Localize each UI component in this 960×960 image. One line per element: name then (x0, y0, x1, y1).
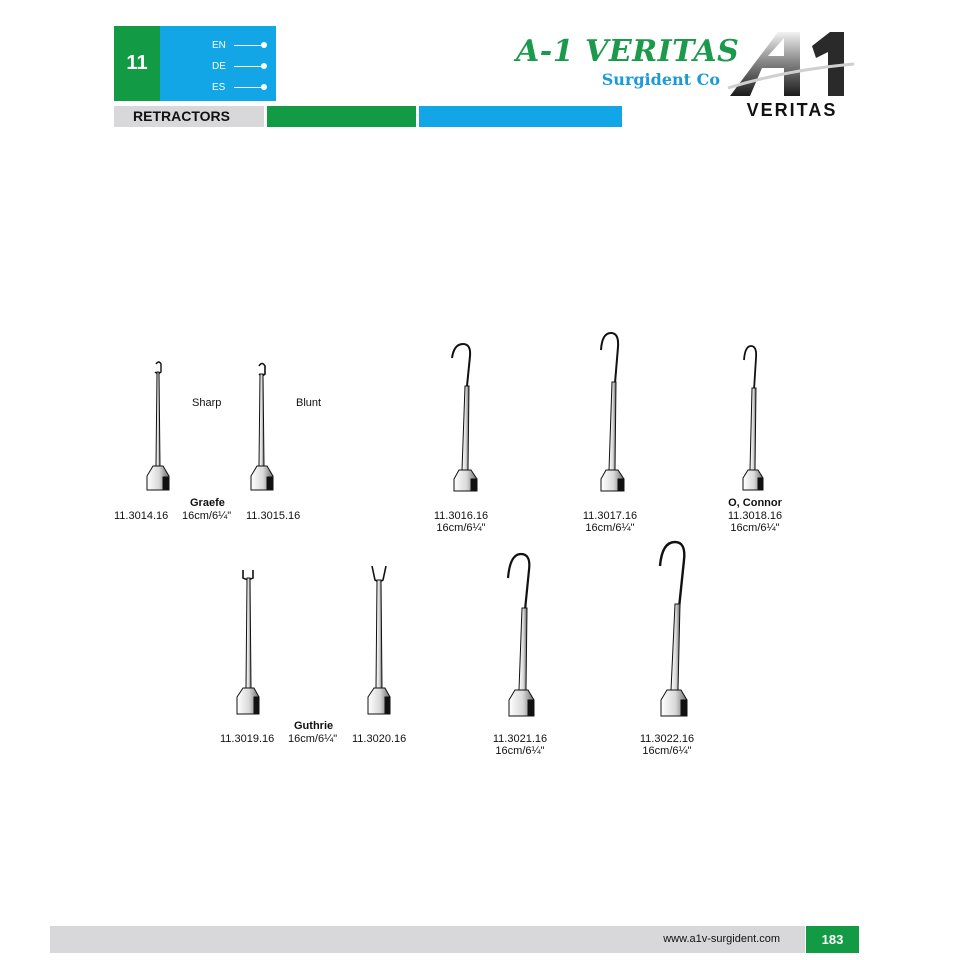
footer-bar (50, 926, 805, 953)
graefe-sharp-label: Sharp (192, 397, 222, 409)
retractor-11-3015-16-image (251, 364, 273, 491)
retractor-11-3016-16-image (452, 344, 477, 491)
retractor-11-3017-16-image (601, 333, 624, 491)
website-link[interactable]: www.a1v-surgident.com (663, 933, 780, 945)
language-code: DE (212, 60, 226, 72)
brand-name: A-1 VERITAS (516, 34, 740, 69)
language-code: EN (212, 39, 226, 51)
graefe-name: Graefe (190, 497, 225, 509)
guthrie-right-code: 11.3020.16 (352, 733, 407, 745)
retractor-11-3018-16-image (743, 346, 763, 490)
oconnor-code: 11.3018.16 (727, 510, 783, 522)
oconnor-name: O, Connor (728, 497, 782, 509)
section-title: RETRACTORS (114, 106, 264, 127)
item-3017-size: 16cm/6¼" (585, 522, 635, 534)
retractor-11-3019-16-image (237, 570, 259, 714)
language-code: ES (212, 81, 226, 93)
chapter-number: 11 (114, 26, 160, 101)
retractor-11-3021-16-image (508, 554, 534, 716)
page-number: 183 (806, 926, 859, 953)
graefe-blunt-label: Blunt (296, 397, 322, 409)
brand-subtitle: Surgident Co (601, 70, 720, 89)
item-3016-size: 16cm/6¼" (436, 522, 486, 534)
item-3021-code: 11.3021.16 (492, 733, 548, 745)
retractor-11-3022-16-image (660, 542, 687, 716)
retractor-11-3020-16-image (368, 566, 390, 714)
item-3022-size: 16cm/6¼" (642, 745, 692, 757)
oconnor-size: 16cm/6¼" (730, 522, 780, 534)
item-3022-code: 11.3022.16 (639, 733, 695, 745)
graefe-sharp-code: 11.3014.16 (114, 510, 169, 522)
retractor-11-3014-16-image (147, 362, 169, 490)
graefe-size: 16cm/6¼" (182, 510, 232, 522)
item-3021-size: 16cm/6¼" (495, 745, 545, 757)
graefe-blunt-code: 11.3015.16 (246, 510, 301, 522)
logo-text: VERITAS (746, 100, 838, 120)
guthrie-name: Guthrie (294, 720, 334, 732)
guthrie-size: 16cm/6¼" (288, 733, 338, 745)
item-3017-code: 11.3017.16 (582, 510, 638, 522)
guthrie-left-code: 11.3019.16 (220, 733, 275, 745)
item-3016-code: 11.3016.16 (433, 510, 489, 522)
